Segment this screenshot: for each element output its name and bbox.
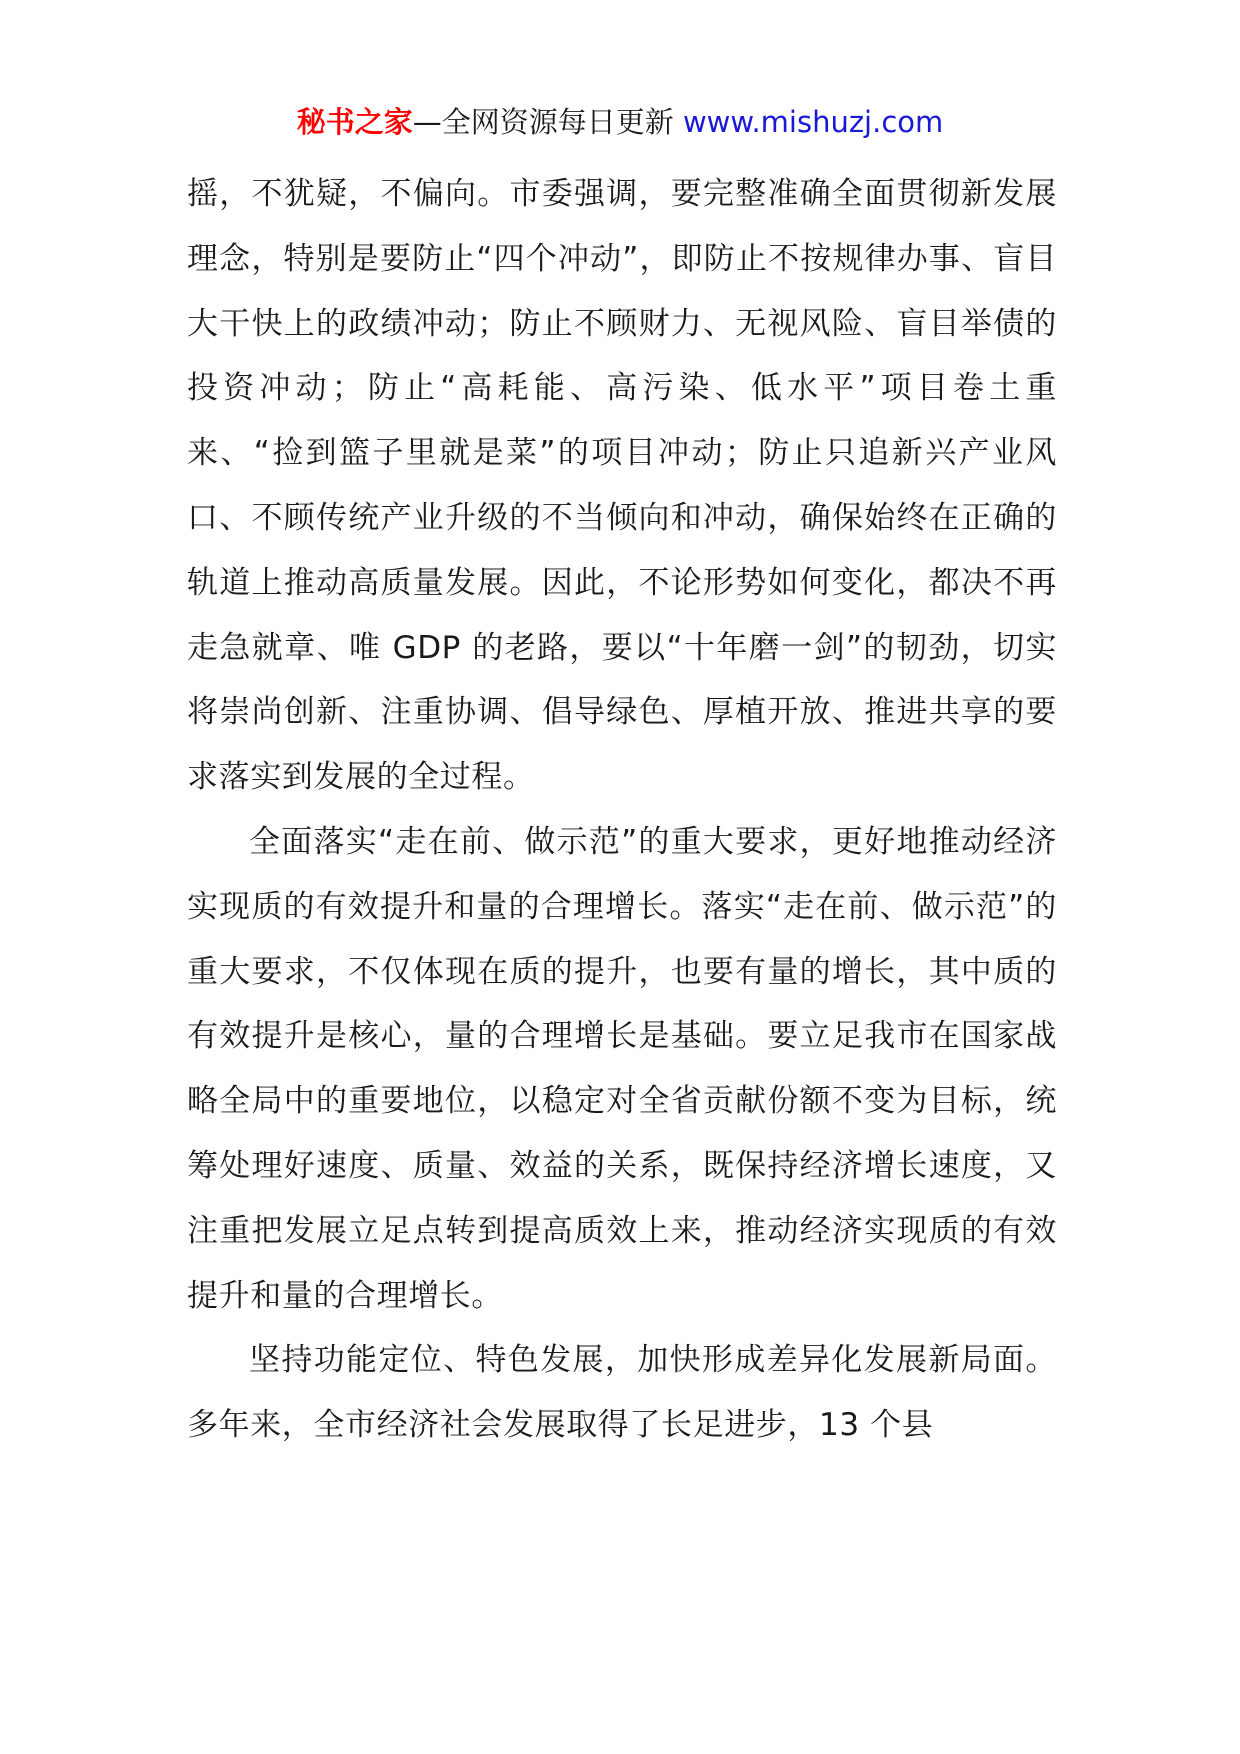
page-header bbox=[0, 102, 1240, 142]
brand-name: 秘书之家 bbox=[296, 105, 413, 139]
paragraph: 全面落实“走在前、做示范”的重大要求，更好地推动经济实现质的有效提升和量的合理增长。落实“走在前、做示范”的重大要求，不仅体现在质的提升，也要有量的增长，其中质的有效提升是核心，量的合理增长是基础。要立足我市在国家战略全局中的重要地位，以稳定对全省贡献份额不变为目标，统筹处理好速度、质量、效益的关系，既保持经济增长速度，又注重把发展立足点转到提高质效上来，推动经济实现质的有效提升和量的合理增长。 bbox=[187, 823, 1057, 1314]
website-link[interactable]: www.mishuzj.com bbox=[682, 105, 944, 139]
paragraph-continuation: 摇，不犹疑，不偏向。市委强调，要完整准确全面贯彻新发展理念，特别是要防止“四个冲动”，即防止不按规律办事、盲目大干快上的政绩冲动；防止不顾财力、无视风险、盲目举债的投资冲动；防止“高耗能、高污染、低水平”项目卷土重来、“捡到篮子里就是菜”的项目冲动；防止只追新兴产业风口、不顾传统产业升级的不当倾向和冲动，确保始终在正确的轨道上推动高质量发展。因此，不论形势如何变化，都决不再走急就章、唯 GDP 的老路，要以“十年磨一剑”的韧劲，切实将崇尚创新、注重协调、倡导绿色、厚植开放、推进共享的要求落实到发展的全过程。 bbox=[187, 176, 1057, 796]
paragraph: 坚持功能定位、特色发展，加快形成差异化发展新局面。多年来，全市经济社会发展取得了长足进步，13 个县 bbox=[187, 1342, 1057, 1444]
header-tagline: —全网资源每日更新 bbox=[412, 105, 683, 139]
document-body bbox=[187, 162, 1057, 1458]
